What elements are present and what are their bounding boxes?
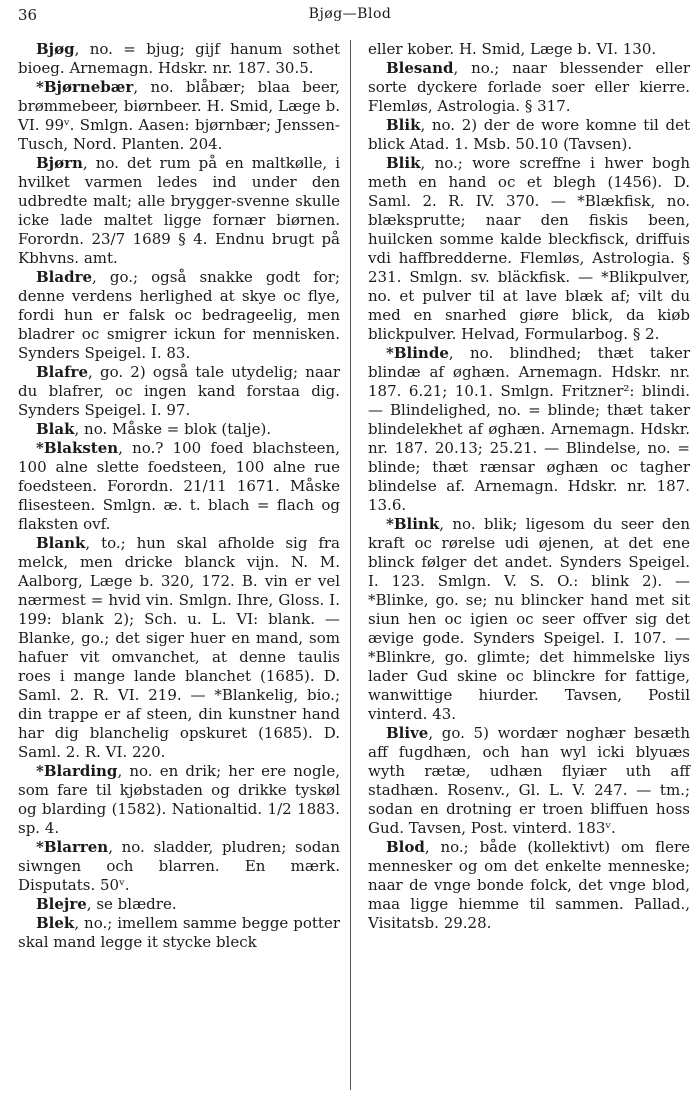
headword: Blik [386,154,421,172]
headword: Bladre [36,268,93,286]
entry-text: , se blædre. [86,895,177,913]
dictionary-entry [368,59,690,116]
dictionary-entry [18,420,340,439]
headword: Blank [36,534,86,552]
entry-text: , no. sladder, pludren; sodan siwngen och blarren. En mærk. Disputats. 50ᵛ. [18,838,340,894]
headword: *Blarren [36,838,109,856]
dictionary-entry [18,534,340,762]
entry-text: , no.; wore screffne i hwer bogh meth en hand oc et blegh (1456). D. Saml. 2. R. IV. 370. — *Blækfisk, no. blæksprutte; naar den fiskis been, huilcken somme kalde bleckfisck, driffuis vdi haffbredderne. Flemløs, Astrologia. § 231. Smlgn. sv. bläckfisk. — *Blikpulver, no. et pulver til at lave blæk af; vilt du med en snarhed giøre blick, da kiøb blickpulver. Helvad, Formularbog. § 2. [368,154,690,343]
entry-text: , go.; også snakke godt for; denne verdens herlighed at skye oc flye, fordi hun er falsk oc bedrageelig, men bladrer oc smigrer ickun for mennisken. Synders Speigel. I. 83. [18,268,340,362]
headword: *Blinde [386,344,449,362]
dictionary-entry [18,78,340,154]
entry-text: , no.; naar blessender eller sorte dyckere forlade soer eller kierre. Flemløs, Astrologia. § 317. [368,59,690,115]
dictionary-entry [18,154,340,268]
headword: Blek [36,914,75,932]
entry-text: , go. 5) wordær noghær besæth aff fugdhæn, och han wyl icki blyuæs wyth rætæ, udhæn flyiær uth aff stadhæn. Rosenv., Gl. L. V. 247. — tm.; sodan en drotning er troen bliffuen hoss Gud. Tavsen, Post. vinterd. 183ᵛ. [368,724,690,837]
headword: Blesand [386,59,454,77]
dictionary-entry [368,154,690,344]
headword: *Blaksten [36,439,119,457]
headword: *Bjørnebær [36,78,134,96]
headword: Blive [386,724,429,742]
entry-text: , no. 2) der de wore komne til det blick Atad. 1. Msb. 50.10 (Tavsen). [368,116,690,153]
dictionary-entry [18,838,340,895]
dictionary-entry [18,914,340,952]
right-column [368,40,690,933]
headword: Bjøg [36,40,75,58]
dictionary-entry [368,724,690,838]
entry-text: , no. blåbær; blaa beer, brømmebeer, biørnbeer. H. Smid, Læge b. VI. 99ᵛ. Smlgn. Aasen: bjørnbær; Jenssen-Tusch, Nord. Planten. 204. [18,78,340,153]
dictionary-entry [18,268,340,363]
entry-text: , no.? 100 foed blachsteen, 100 alne slette foedsteen, 100 alne rue foedsteen. Forordn. 21/11 1671. Måske flisesteen. Smlgn. æ. t. blach = flach og flaksten ovf. [18,439,340,533]
entry-text: , no. blindhed; thæt taker blindæ af øghæn. Arnemagn. Hdskr. nr. 187. 6.21; 10.1. Smlgn. Fritzner²: blindi. — Blindelighed, no. = blinde; thæt taker blindelekhet af øghæn. Arnemagn. Hdskr. nr. 187. 20.13; 25.21. — Blindelse, no. = blinde; thæt rænsar øghæn oc tagher blindelse af. Arnemagn. Hdskr. nr. 187. 13.6. [368,344,690,514]
dictionary-entry [18,439,340,534]
headword: Blak [36,420,75,438]
column-divider [350,40,351,1090]
running-head: Bjøg—Blod [308,6,392,22]
entry-text: , no. blik; ligesom du seer den kraft oc rørelse udi øjenen, at det ene blinck følger det andet. Synders Speigel. I. 123. Smlgn. V. S. O.: blink 2). — *Blinke, go. se; nu blincker hand met sit siun hen oc igien oc seer offver sig det ævige gode. Synders Speigel. I. 107. — *Blinkre, go. glimte; det himmelske liys lader Gud skine oc blinckre for fattige, wanwittige hiurder. Tavsen, Postil vinterd. 43. [368,515,690,723]
dictionary-entry [368,116,690,154]
dictionary-entry [368,515,690,724]
headword: *Blink [386,515,440,533]
dictionary-entry [368,838,690,933]
dictionary-entry [18,40,340,78]
entry-text: , no.; imellem samme begge potter skal mand legge it stycke bleck [18,914,340,951]
entry-text: , to.; hun skal afholde sig fra melck, men dricke blanck vijn. N. M. Aalborg, Læge b. 320, 172. B. vin er vel nærmest = hvid vin. Smlgn. Ihre, Gloss. I. 199: blank 2); Sch. u. L. VI: blank. — Blanke, go.; det siger huer en mand, som hafuer vit omvanchet, at denne taulis roes i mange lande blanchet (1685). D. Saml. 2. R. VI. 219. — *Blankelig, bio.; din trappe er af steen, din kunstner hand har dig blanchelig opskuret (1685). D. Saml. 2. R. VI. 220. [18,534,340,761]
dictionary-entry-continuation [368,40,690,59]
left-column [18,40,340,952]
headword: Bjørn [36,154,83,172]
headword: Blejre [36,895,87,913]
entry-text: , no. Måske = blok (talje). [74,420,272,438]
dictionary-entry [18,762,340,838]
headword: Blod [386,838,425,856]
entry-text: , no.; både (kollektivt) om flere mennesker og om det enkelte menneske; naar de vnge bonde folck, det vnge blod, maa ligge hiemme til sammen. Pallad., Visitatsb. 29.28. [368,838,690,932]
entry-text: , go. 2) også tale utydelig; naar du blafrer, oc ingen kand forstaa dig. Synders Speigel. I. 97. [18,363,340,419]
headword: Blik [386,116,421,134]
dictionary-entry [18,895,340,914]
dictionary-entry [368,344,690,515]
page-number: 36 [18,6,38,24]
entry-text: , no. det rum på en maltkølle, i hvilket varmen ledes ind under den udbredte malt; alle brygger-svenne skulle icke lade maltet ligge fornær biørnen. Forordn. 23/7 1689 § 4. Endnu brugt på Kbhvns. amt. [18,154,340,267]
entry-text: eller kober. H. Smid, Læge b. VI. 130. [368,40,657,58]
headword: *Blarding [36,762,118,780]
entry-text: , no. = bjug; gijf hanum sothet bioeg. Arnemagn. Hdskr. nr. 187. 30.5. [18,40,340,77]
entry-text: , no. en drik; her ere nogle, som fare til kjøbstaden og drikke tyskøl og blarding (1582). Nationaltid. 1/2 1883. sp. 4. [18,762,340,837]
headword: Blafre [36,363,88,381]
dictionary-entry [18,363,340,420]
